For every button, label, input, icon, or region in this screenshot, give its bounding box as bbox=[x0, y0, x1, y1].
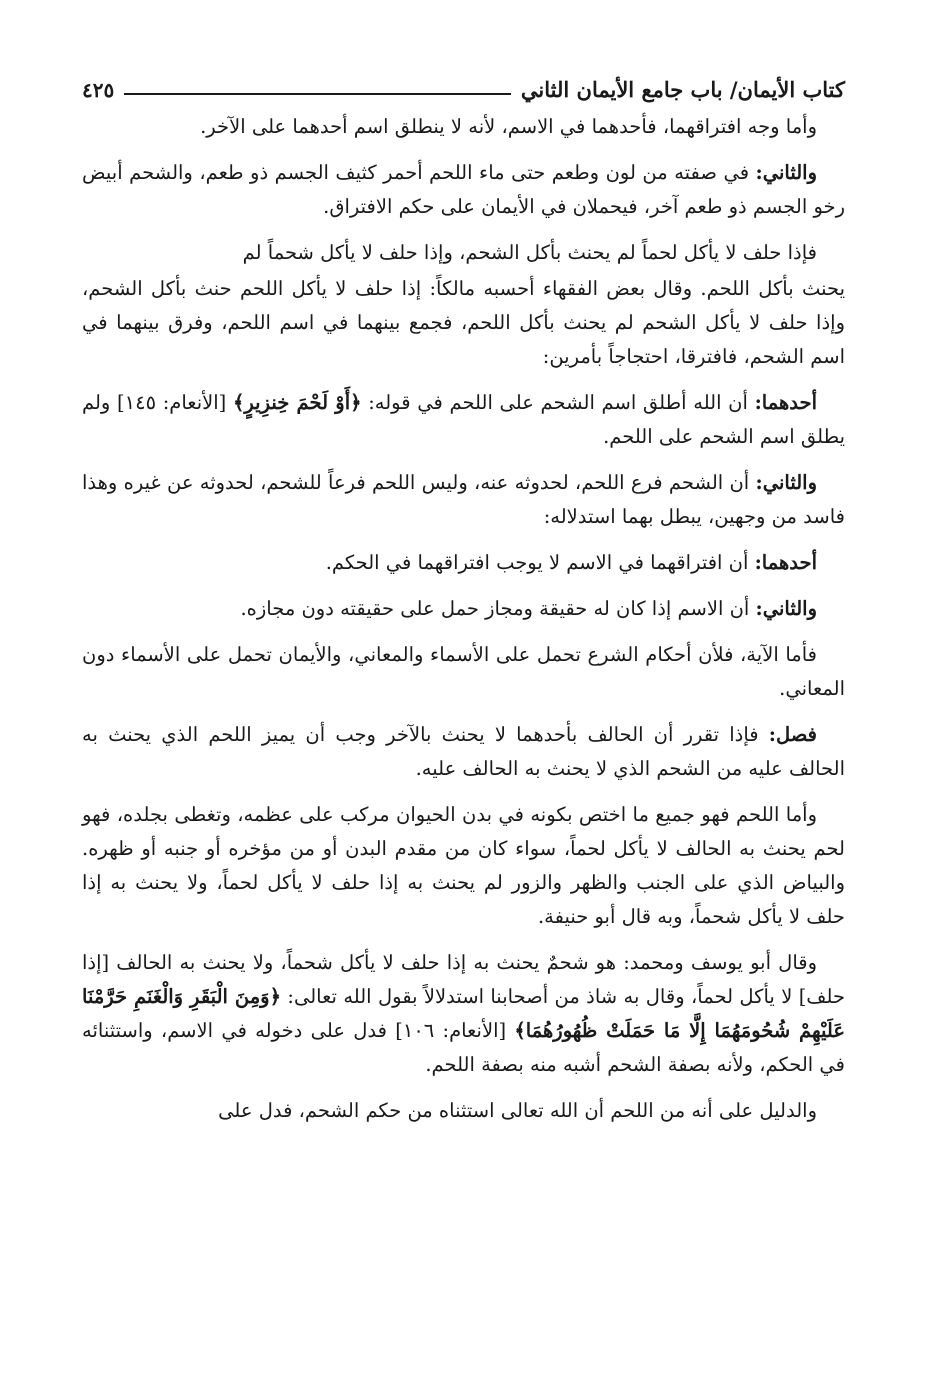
paragraph-text: أن الشحم فرع اللحم، لحدوثه عنه، وليس اللحم فرعاً للشحم، لحدوثه عن غيره وهذا فاسد من وجهين، يبطل بهما استدلاله: bbox=[82, 471, 845, 528]
paragraph-text: يحنث بأكل اللحم. وقال بعض الفقهاء أحسبه مالكاً: إذا حلف لا يأكل اللحم حنث بأكل الشحم، وإذا حلف لا يأكل الشحم لم يحنث بأكل اللحم، فجمع بينهما في اسم اللحم، وفرق بينهما في اسم الشحم، فافترقا، احتجاجاً بأمرين: bbox=[82, 277, 845, 368]
paragraph bbox=[82, 236, 845, 270]
paragraph bbox=[82, 110, 845, 144]
paragraph-text: أن الله أطلق اسم الشحم على اللحم في قوله: bbox=[361, 391, 755, 414]
paragraph-text: [الأنعام: ١٤٥] ولم يطلق اسم الشحم على اللحم. bbox=[82, 391, 845, 448]
paragraph bbox=[82, 272, 845, 374]
quran-verse: ﴿أَوْ لَحْمَ خِنزِيرٍ﴾ bbox=[232, 391, 362, 414]
paragraph-lead: أحدهما: bbox=[754, 391, 817, 414]
page-number: ٤٢٥ bbox=[82, 78, 115, 102]
paragraph bbox=[82, 946, 845, 1082]
paragraph-text: والدليل على أنه من اللحم أن الله تعالى استثناه من حكم الشحم، فدل على bbox=[218, 1099, 817, 1122]
paragraph-text: في صفته من لون وطعم حتى ماء اللحم أحمر كثيف الجسم ذو طعم، والشحم أبيض رخو الجسم ذو طعم آخر، فيحملان في الأيمان على حكم الافتراق. bbox=[82, 161, 845, 218]
quran-verse: ﴿وَمِنَ الْبَقَرِ وَالْغَنَمِ حَرَّمْنَا عَلَيْهِمْ شُحُومَهُمَا إِلَّا مَا حَمَلَتْ ظُهُورُهُمَا﴾ bbox=[82, 985, 845, 1042]
paragraph-lead: والثاني: bbox=[755, 471, 817, 494]
paragraph bbox=[82, 638, 845, 706]
paragraph-lead: أحدهما: bbox=[754, 551, 817, 574]
paragraph-lead: فصل: bbox=[768, 723, 817, 746]
paragraph bbox=[82, 156, 845, 224]
paragraph bbox=[82, 798, 845, 934]
body-text bbox=[82, 110, 845, 1128]
paragraph-lead: والثاني: bbox=[755, 597, 817, 620]
running-title: كتاب الأيمان/ باب جامع الأيمان الثاني bbox=[520, 77, 845, 102]
paragraph-text: [الأنعام: ١٠٦] فدل على دخوله في الاسم، واستثنائه في الحكم، ولأنه بصفة الشحم أشبه منه بصفة اللحم. bbox=[82, 1019, 845, 1076]
paragraph-text: وأما اللحم فهو جميع ما اختص بكونه في بدن الحيوان مركب على عظمه، وتغطى بجلده، فهو لحم يحنث به الحالف لا يأكل لحماً، سواء كان من مقدم البدن أو من مؤخره أو جنبه أو ظهره. والبياض الذي على الجنب والظهر والزور لم يحنث به إذا حلف لا يأكل لحماً، ولا يحنث به إذا حلف لا يأكل شحماً، وبه قال أبو حنيفة. bbox=[82, 803, 845, 928]
paragraph-text: فأما الآية، فلأن أحكام الشرع تحمل على الأسماء والمعاني، والأيمان تحمل على الأسماء دون المعاني. bbox=[82, 643, 845, 700]
paragraph-text: فإذا حلف لا يأكل لحماً لم يحنث بأكل الشحم، وإذا حلف لا يأكل شحماً لم bbox=[242, 241, 817, 264]
paragraph bbox=[82, 1094, 845, 1128]
header-rule bbox=[124, 93, 511, 95]
paragraph-text: وأما وجه افتراقهما، فأحدهما في الاسم، لأنه لا ينطلق اسم أحدهما على الآخر. bbox=[200, 115, 817, 138]
paragraph-text: فإذا تقرر أن الحالف بأحدهما لا يحنث بالآخر وجب أن يميز اللحم الذي يحنث به الحالف عليه من الشحم الذي لا يحنث به الحالف عليه. bbox=[82, 723, 845, 780]
page-header bbox=[82, 58, 845, 102]
paragraph-lead: والثاني: bbox=[755, 161, 817, 184]
paragraph bbox=[82, 718, 845, 786]
paragraph-text: أن افتراقهما في الاسم لا يوجب افتراقهما في الحكم. bbox=[325, 551, 755, 574]
paragraph bbox=[82, 466, 845, 534]
paragraph bbox=[82, 592, 845, 626]
paragraph bbox=[82, 386, 845, 454]
paragraph-text: وقال أبو يوسف ومحمد: هو شحمٌ يحنث به إذا حلف لا يأكل شحماً، ولا يحنث به الحالف [إذا حلف] لا يأكل لحماً، وقال به شاذ من أصحابنا استدلالاً بقول الله تعالى: bbox=[82, 951, 845, 1008]
paragraph bbox=[82, 546, 845, 580]
paragraph-text: أن الاسم إذا كان له حقيقة ومجاز حمل على حقيقته دون مجازه. bbox=[240, 597, 756, 620]
